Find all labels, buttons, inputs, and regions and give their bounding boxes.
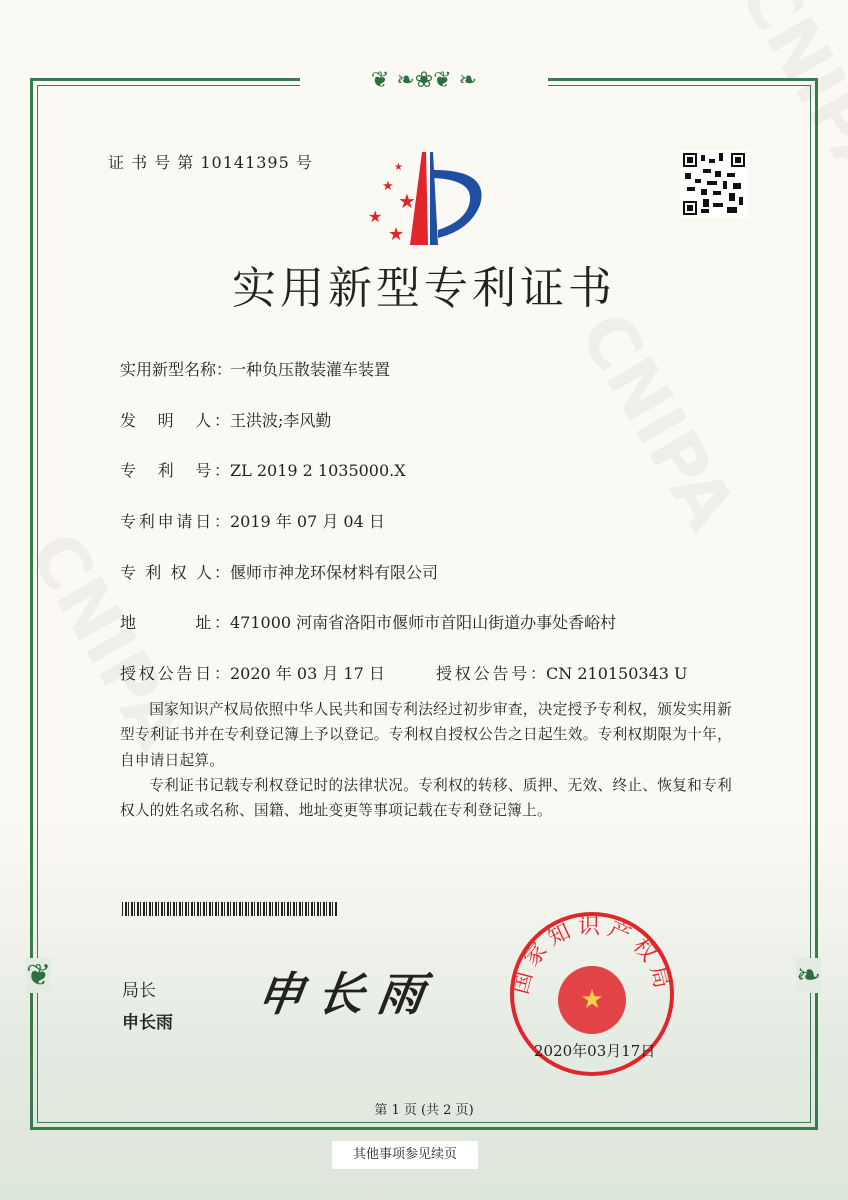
field-label: 专利申请日： [120, 512, 230, 531]
field-value: 2019 年 07 月 04 日 [230, 512, 385, 531]
field-inventor [120, 408, 331, 431]
field-label: 授权公告号： [436, 664, 546, 683]
svg-text:★: ★ [368, 207, 383, 226]
field-utility-model-name [120, 357, 390, 380]
corner-ornament: ❧ [796, 958, 822, 993]
svg-text:★: ★ [382, 179, 394, 194]
paragraph-grant: 国家知识产权局依照中华人民共和国专利法经过初步审查，决定授予专利权，颁发实用新型专利证书并在专利登记簿上予以登记。专利权自授权公告之日起生效。专利权期限为十年，自申请日起算。 [120, 701, 732, 769]
top-ornament: ❦ ❧❀❦ ❧ [300, 70, 548, 92]
svg-text:★: ★ [394, 162, 403, 173]
signature: 申长雨 [253, 967, 442, 1021]
corner-ornament: ❦ [26, 958, 52, 993]
field-value: 偃师市神龙环保材料有限公司 [230, 563, 439, 582]
field-patent-number [120, 458, 406, 481]
director-name: 申长雨 [122, 1013, 173, 1033]
field-value: 王洪波;李风勤 [230, 411, 332, 430]
field-value: ZL 2019 2 1035000.X [230, 461, 406, 480]
field-label: 实用新型名称： [120, 360, 233, 379]
field-label: 专 利 权 人： [120, 563, 230, 582]
svg-text:★: ★ [398, 189, 416, 213]
paragraph-legal-status: 专利证书记载专利权登记时的法律状况。专利权的转移、质押、无效、终止、恢复和专利权人的姓名或名称、国籍、地址变更等事项记载在专利登记簿上。 [120, 777, 732, 820]
field-label: 授权公告日： [120, 664, 230, 683]
director-title: 局长 [122, 981, 156, 1001]
field-patentee [120, 560, 438, 583]
field-label: 发 明 人： [120, 411, 230, 430]
svg-text:★: ★ [388, 224, 405, 245]
field-label: 专 利 号： [120, 461, 230, 480]
certificate-title: 实用新型专利证书 [232, 263, 616, 314]
field-application-date [120, 509, 385, 532]
continue-note: 其他事项参见续页 [332, 1141, 478, 1169]
cnipa-logo [360, 150, 490, 245]
certificate-number: 证 书 号 第 10141395 号 [108, 153, 313, 172]
field-value: 2020 年 03 月 17 日 [230, 664, 385, 683]
seal-text: 国家知识产权局 [508, 914, 676, 997]
field-address [120, 610, 616, 633]
field-announcement-number [436, 661, 688, 684]
qr-code [680, 150, 748, 218]
field-label: 地 址： [120, 613, 230, 632]
field-value: 471000 河南省洛阳市偃师市首阳山街道办事处香峪村 [230, 613, 617, 632]
field-value: CN 210150343 U [546, 664, 688, 683]
seal-date: 2020年03月17日 [534, 1042, 656, 1060]
barcode [122, 902, 338, 916]
page-info: 第 1 页 (共 2 页) [374, 1103, 474, 1118]
emblem-star-icon: ★ [580, 985, 604, 1015]
field-value: 一种负压散装灌车装置 [230, 360, 391, 379]
field-grant-date [120, 661, 385, 684]
